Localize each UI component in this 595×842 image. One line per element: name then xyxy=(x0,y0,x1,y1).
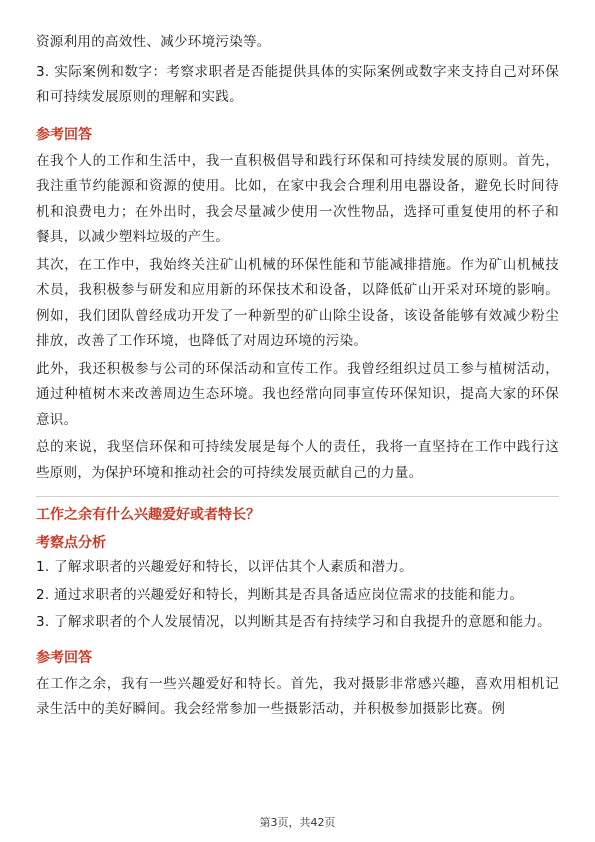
answer1-paragraph: 总的来说，我坚信环保和可持续发展是每个人的责任，我将一直坚持在工作中践行这些原则，为保护环境和推动社会的可持续发展贡献自己的力量。 xyxy=(36,439,559,481)
answer2-paragraph: 在工作之余，我有一些兴趣爱好和特长。首先，我对摄影非常感兴趣，喜欢用相机记录生活中的美好瞬间。我会经常参加一些摄影活动，并积极参加摄影比赛。例 xyxy=(36,675,559,717)
analysis-point: 1. 了解求职者的兴趣爱好和特长，以评估其个人素质和潜力。 xyxy=(36,559,413,575)
analysis-heading: 考察点分析 xyxy=(36,535,106,551)
analysis-point: 3. 了解求职者的个人发展情况，以判断其是否有持续学习和自我提升的意愿和能力。 xyxy=(36,614,551,630)
answer-heading-2: 参考回答 xyxy=(36,649,92,666)
page-number: 第3页，共42页 xyxy=(259,816,336,829)
answer1-paragraph: 在我个人的工作和生活中，我一直积极倡导和践行环保和可持续发展的原则。首先，我注重节约能源和资源的使用。比如，在家中我会合理利用电器设备，避免长时间待机和浪费电力；在外出时，我会尽量减少使用一次性物品，选择可重复使用的杯子和餐具，以减少塑料垃圾的产生。 xyxy=(36,152,559,245)
section-divider xyxy=(36,496,559,497)
document-page xyxy=(36,30,559,723)
answer1-paragraph: 此外，我还积极参与公司的环保活动和宣传工作。我曾经组织过员工参与植树活动，通过种植树木来改善周边生态环境。我也经常向同事宣传环保知识，提高大家的环保意识。 xyxy=(36,360,559,428)
analysis-point: 2. 通过求职者的兴趣爱好和特长，判断其是否具备适应岗位需求的技能和能力。 xyxy=(36,586,524,603)
answer1-paragraph: 其次，在工作中，我始终关注矿山机械的环保性能和节能减排措施。作为矿山机械技术员，我积极参与研发和应用新的环保技术和设备，以降低矿山开采对环境的影响。例如，我们团队曾经成功开发了一种新型的矿山除尘设备，该设备能够有效减少粉尘排放，改善了工作环境，也降低了对周边环境的污染。 xyxy=(36,256,559,349)
question-title: 工作之余有什么兴趣爱好或者特长？ xyxy=(36,507,260,523)
intro-tail-text: 资源利用的高效性、减少环境污染等。 xyxy=(36,34,271,50)
evaluation-point-3: 3. 实际案例和数字：考察求职者是否能提供具体的实际案例或数字来支持自己对环保和可持续发展原则的理解和实践。 xyxy=(36,63,559,105)
answer-heading-1: 参考回答 xyxy=(36,126,92,143)
